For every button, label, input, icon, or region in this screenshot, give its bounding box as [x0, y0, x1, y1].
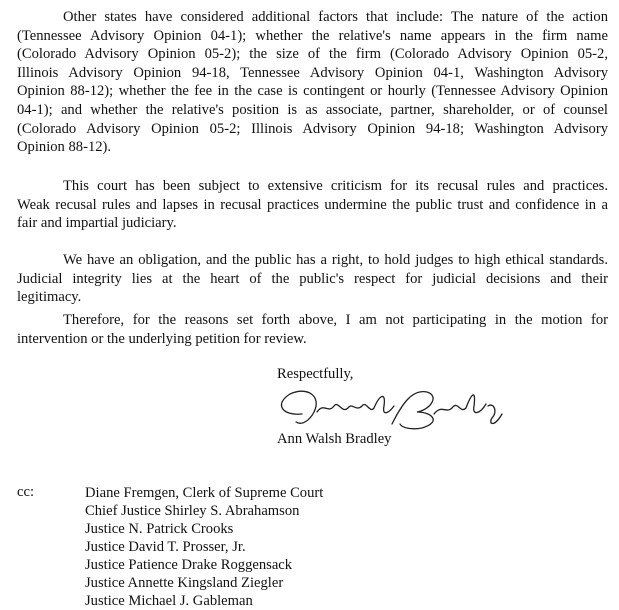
- paragraph-obligation: [17, 251, 608, 307]
- text-line: Opinion 88-12); whether the fee in the case is contingent or hourly (Tennessee Advisory Opinion: [17, 83, 608, 100]
- cc-recipient: Chief Justice Shirley S. Abrahamson: [85, 503, 300, 519]
- cc-recipient: Justice David T. Prosser, Jr.: [85, 539, 246, 555]
- text-line: legitimacy.: [17, 289, 82, 306]
- paragraph-conclusion: [17, 311, 608, 348]
- text-line: Judicial integrity lies at the heart of the public's respect for judicial decisions and their: [17, 270, 608, 287]
- text-line: (Colorado Advisory Opinion 05-2); the size of the firm (Colorado Advisory Opinion 05-2,: [17, 46, 608, 63]
- text-line: intervention or the underlying petition for review.: [17, 330, 307, 347]
- text-line: Weak recusal rules and lapses in recusal practices undermine the public trust and confidence in a: [17, 196, 608, 213]
- text-line: (Tennessee Advisory Opinion 04-1); whether the relative's name appears in the firm name: [17, 27, 608, 44]
- text-line: Illinois Advisory Opinion 94-18, Tennessee Advisory Opinion 04-1, Washington Advisory: [17, 64, 608, 81]
- text-line: Opinion 88-12).: [17, 139, 112, 156]
- cc-recipient-list: [85, 484, 323, 610]
- text-line: We have an obligation, and the public has a right, to hold judges to high ethical standards.: [63, 252, 608, 268]
- text-line: Therefore, for the reasons set forth above, I am not participating in the motion for: [63, 312, 608, 328]
- paragraph-other-states: [17, 8, 608, 157]
- paragraph-criticism: [17, 177, 608, 233]
- cc-recipient: Diane Fremgen, Clerk of Supreme Court: [85, 485, 324, 501]
- text-line: This court has been subject to extensive criticism for its recusal rules and practices.: [63, 178, 608, 194]
- cc-label: cc:: [17, 484, 35, 500]
- cc-recipient: Justice Michael J. Gableman: [85, 593, 253, 609]
- signer-name: Ann Walsh Bradley: [277, 431, 392, 447]
- handwritten-signature: [262, 384, 512, 434]
- text-line: (Colorado Advisory Opinion 05-2; Illinois Advisory Opinion 94-18; Washington Advisory: [17, 120, 608, 137]
- text-line: Other states have considered additional factors that include: The nature of the action: [63, 9, 608, 25]
- cc-recipient: Justice N. Patrick Crooks: [85, 521, 234, 537]
- text-line: 04-1); and whether the relative's position is as associate, partner, shareholder, or of counsel: [17, 101, 608, 118]
- closing: Respectfully,: [277, 366, 354, 382]
- text-line: fair and impartial judiciary.: [17, 215, 177, 232]
- cc-recipient: Justice Patience Drake Roggensack: [85, 557, 293, 573]
- cc-recipient: Justice Annette Kingsland Ziegler: [85, 575, 284, 591]
